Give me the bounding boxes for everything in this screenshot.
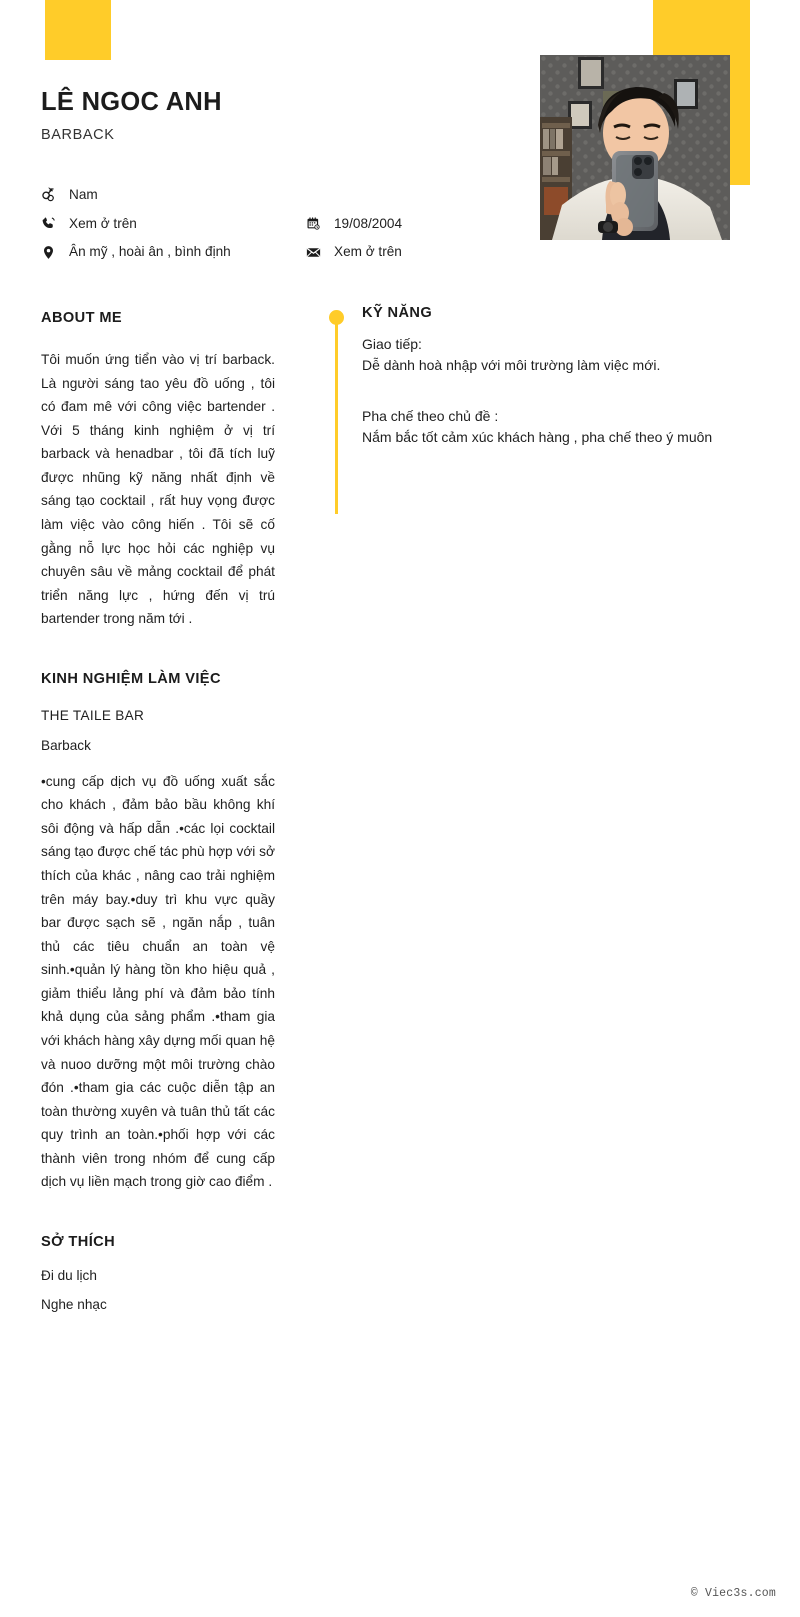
skills-section <box>327 305 747 448</box>
experience-role: Barback <box>41 737 91 753</box>
skill-group <box>362 406 747 449</box>
experience-description: •cung cấp dịch vụ đồ uống xuất sắc cho khách , đảm bảo bầu không khí sôi động và hấp dẫn .•các lọi cocktail sáng tạo được chế tác phù hợp với sở thích của khác , nâng cao trải nghiệm trên máy bay.•duy trì khu vực quầy bar được sạch sẽ , ngăn nắp , tuân thủ các tiêu chuẩn an toàn vệ sinh.•quản lý hàng tồn kho hiệu quả , giảm thiểu lảng phí và đảm bảo tính khả dụng của sảng phẩm .•tham gia với khách hàng xây dựng mối quan hệ và nuoo dưỡng một môi trường chào đón .•tham gia các cuộc diễn tập an toàn thường xuyên và tuân thủ tất các quy trình an toàn.•phối hợp với các thành viên trong nhóm để cung cấp dịch vụ liền mạch trong giờ cao điểm . <box>41 773 275 1190</box>
phone-value: Xem ở trên <box>69 215 137 231</box>
skill-text: Nắm bắc tốt cảm xúc khách hàng , pha chế theo ý muôn <box>362 428 713 445</box>
experience-section <box>41 671 275 1194</box>
birthday-value: 19/08/2004 <box>334 215 403 231</box>
about-title: ABOUT ME <box>41 310 123 326</box>
footer-copyright: © Viec3s.com <box>690 1587 776 1600</box>
contact-address <box>41 243 306 261</box>
gender-icon <box>41 187 60 202</box>
decorative-yellow-block-left <box>45 0 111 60</box>
about-body: Tôi muốn ứng tiển vào vị trí barback. Là người sáng tao yêu đồ uống , tôi có đam mê với công việc bartender . Với 5 tháng kinh nghiệm ở vị trí barback và henadbar , tôi đã tích luỹ được nhũng kỹ năng nhất định về sáng tạo cocktail , rất huy vọng được làm việc vào công hiến . Tôi sẽ cố gằng nỗ lực học hỏi các nghiệp vụ chuyên sâu về mảng cocktail để phát triển năng lực , hứng đến vị trú bartender trong năm tới . <box>41 352 275 627</box>
avatar <box>540 55 730 240</box>
phone-icon <box>41 216 60 231</box>
contact-gender <box>41 186 306 204</box>
contact-phone <box>41 215 306 233</box>
contact-row <box>41 215 561 233</box>
skill-group <box>362 334 747 377</box>
skills-timeline-dot-icon <box>329 310 344 325</box>
email-value: Xem ở trên <box>334 244 402 260</box>
job-title: BARBACK <box>41 127 115 144</box>
gender-value: Nam <box>69 187 98 202</box>
location-pin-icon <box>41 245 60 260</box>
page-title: LÊ NGOC ANH <box>41 88 222 116</box>
experience-title: KINH NGHIỆM LÀM VIỆC <box>41 670 221 687</box>
experience-company: THE TAILE BAR <box>41 707 145 723</box>
skills-timeline-rail <box>335 314 338 514</box>
address-value: Ân mỹ , hoài ân , bình định <box>69 244 231 260</box>
hobbies-section <box>41 1234 275 1312</box>
skills-title: KỸ NĂNG <box>362 305 433 321</box>
skill-label: Pha chế theo chủ đề : <box>362 407 499 424</box>
contact-block <box>41 186 561 272</box>
contact-birthday <box>306 215 556 233</box>
envelope-icon <box>306 245 325 260</box>
skill-label: Giao tiếp: <box>362 336 422 352</box>
skill-text: Dễ dành hoà nhập với môi trường làm việc mới. <box>362 357 661 374</box>
list-item: Nghe nhạc <box>41 1296 107 1312</box>
contact-row <box>41 243 561 261</box>
right-column <box>327 305 747 448</box>
about-section <box>41 310 275 631</box>
list-item: Đi du lịch <box>41 1267 97 1283</box>
left-column <box>41 310 275 1312</box>
header <box>41 88 561 143</box>
contact-row <box>41 186 561 204</box>
calendar-icon <box>306 216 325 231</box>
hobbies-title: SỞ THÍCH <box>41 1233 116 1250</box>
contact-email <box>306 243 556 261</box>
